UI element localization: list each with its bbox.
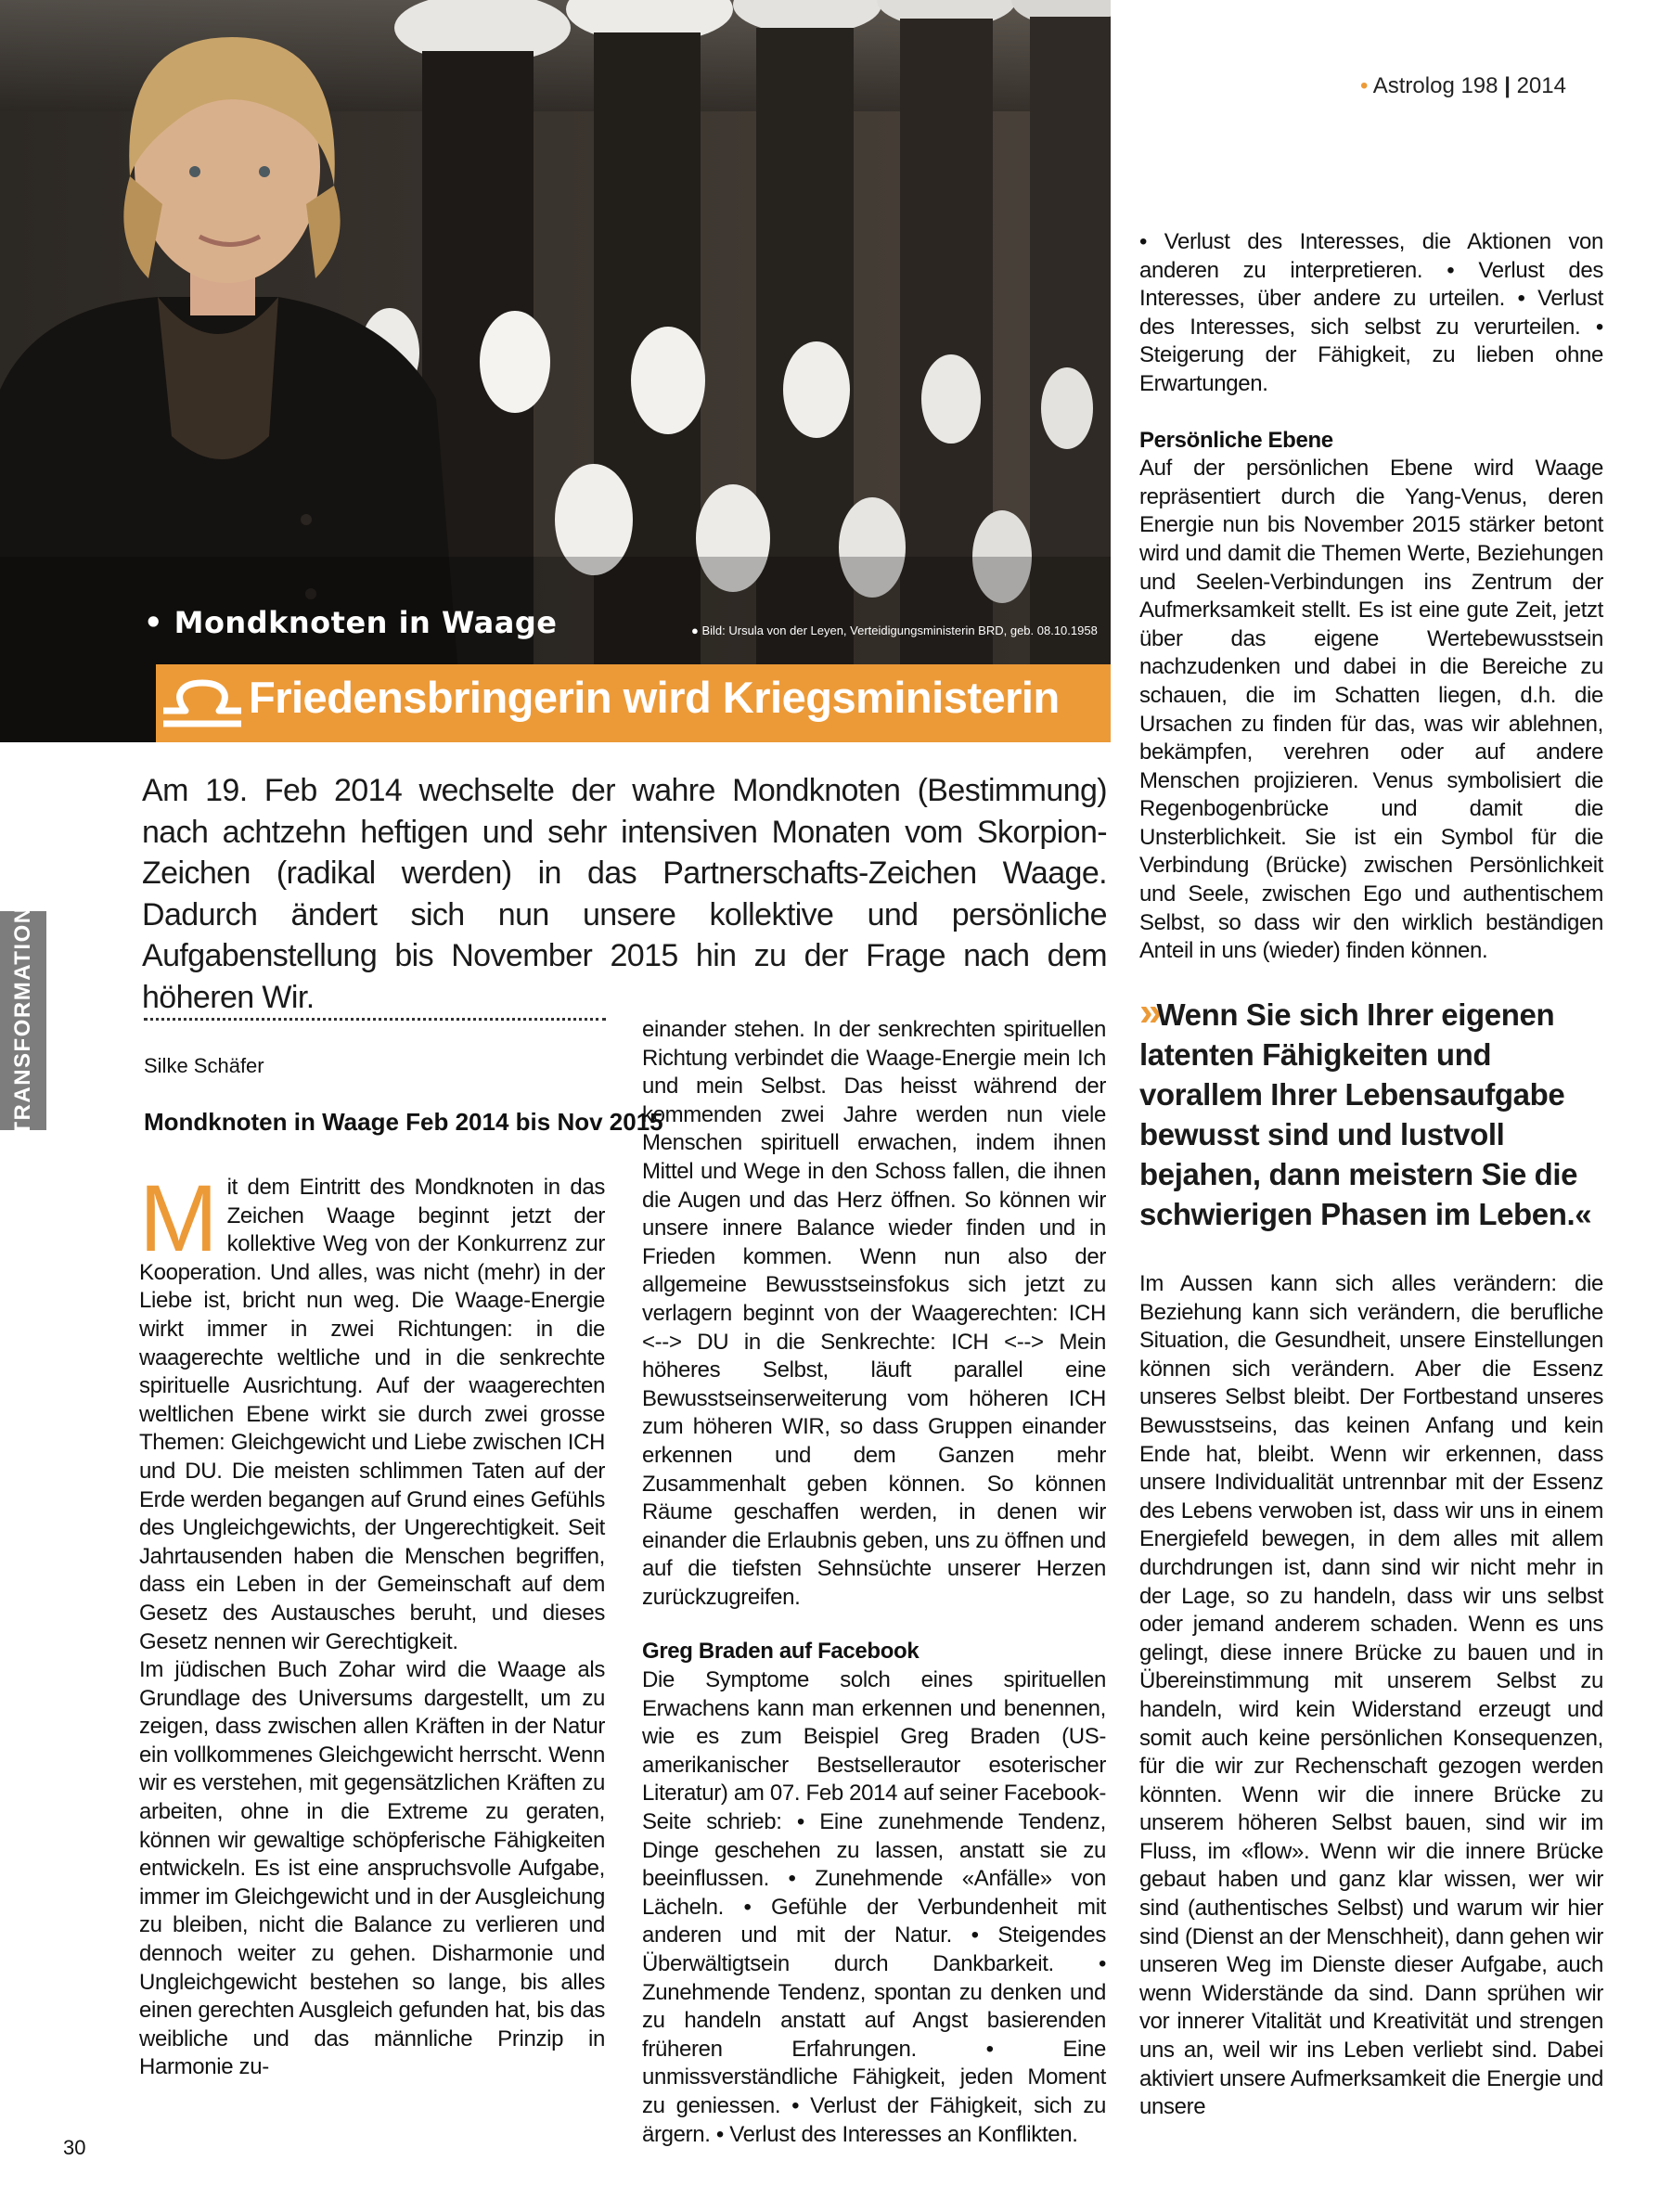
- headline: Friedensbringerin wird Kriegsministerin: [249, 673, 1060, 722]
- photo-label: • Mondknoten in Waage: [144, 605, 558, 640]
- section-heading: Greg Braden auf Facebook: [642, 1639, 920, 1665]
- pull-quote-text: Wenn Sie sich Ihrer eigenen latenten Fähigkeiten und vorallem Ihrer Lebensaufgabe bewusst sind und lustvoll bejahen, dann meistern Sie die schwierigen Phasen im Leben.«: [1139, 997, 1592, 1231]
- page-number: 30: [63, 2136, 86, 2159]
- photo-credit: ● Bild: Ursula von der Leyen, Verteidigungsministerin BRD, geb. 08.10.1958: [691, 624, 1098, 637]
- paragraph: Auf der persönlichen Ebene wird Waage repräsentiert durch die Yang-Venus, deren Energie nun bis November 2015 stärker betont wird und damit die Themen Werte, Beziehungen und Seelen-Verbindungen ins Zentrum der Aufmerksamkeit stellt. Es ist eine gute Zeit, jetzt über das eigene Wertebewusstsein nachzudenken und dabei in die Bereiche zu schauen, die im Schatten liegen, d.h. die Ursachen zu finden für das, was wir ablehnen, bekämpfen, verehren oder auf andere Menschen projizieren. Venus symbolisiert die Regenbogenbrücke und damit die Unsterblichkeit. Sie ist ein Symbol für die Verbindung (Brücke) zwischen Persönlichkeit und Seele, zwischen Ego und authentischem Selbst, so dass wir den wirklich beständigen Anteil in uns (wieder) finden können.: [1139, 456, 1603, 964]
- magazine-year: 2014: [1516, 73, 1566, 98]
- paragraph: Im jüdischen Buch Zohar wird die Waage als Grundlage des Universums dargestellt, um zu zeigen, dass zwischen allen Kräften in der Natur ein vollkommenes Gleichgewicht herrscht. Wenn wir es verstehen, mit gegensätzlichen Kräften zu arbeiten, ohne in die Extreme zu geraten, können wir gewaltige schöpferische Fähigkeiten entwickeln. Es ist eine anspruchsvolle Aufgabe, immer im Gleichgewicht und in der Ausgleichung zu bleiben, nicht die Balance zu verlieren und dennoch weiter zu gehen. Disharmonie und Ungleichgewicht bestehen so lange, bis alles einen gerechten Ausgleich gefunden hat, bis das weibliche und das männliche Prinzip in Harmonie zu-: [139, 1657, 605, 2080]
- paragraph: einander stehen. In der senkrechten spirituellen Richtung verbindet die Waage-Energie mein Ich und mein Selbst. Das heisst während der kommenden zwei Jahre werden nun viele Menschen spirituell erwachen, indem ihnen Mittel und Wege in den Schoss fallen, die ihnen die Augen und das Herz öffnen. So können wir unsere innere Balance wieder finden und in Frieden kommen. Wenn nun also der allgemeine Bewusstseinsfokus sich jetzt zu verlagern beginnt von der Waagerechten: ICH <--> DU in die Senkrechte: ICH <--> Mein höheres Selbst, läuft parallel eine Bewusstseinserweiterung vom höheren ICH zum höheren WIR, so dass Gruppen einander erkennen und dem Ganzen mehr Zusammenhalt geben können. So können Räume geschaffen werden, in denen wir einander die Erlaubnis geben, uns zu öffnen und auf die tiefsten Sehnsüchte unserer Herzen zurückzugreifen.: [642, 1017, 1106, 1610]
- hero-photo: [0, 0, 1111, 742]
- libra-icon: [158, 677, 247, 731]
- paragraph: • Verlust des Interesses, die Aktionen von anderen zu interpretieren. • Verlust des Interesses, über andere zu urteilen. • Verlust des Interesses, sich selbst zu verurteilen. • Steigerung der Fähigkeit, zu lieben ohne Erwartungen.: [1139, 229, 1603, 396]
- article-column-1: [139, 1165, 605, 2082]
- section-heading: Persönliche Ebene: [1139, 427, 1333, 453]
- magazine-header: [1360, 73, 1566, 99]
- paragraph: Die Symptome solch eines spirituellen Erwachens kann man erkennen und benennen, wie es zum Beispiel Greg Braden (US-amerikanischer Bestsellerautor esoterischer Literatur) am 07. Feb 2014 auf seiner Facebook-Seite schrieb: • Eine zunehmende Tendenz, Dinge geschehen zu lassen, anstatt sie zu beeinflussen. • Zunehmende «Anfälle» von Lächeln. • Gefühle der Verbundenheit mit anderen und mit der Natur. • Steigendes Überwältigtsein durch Dankbarkeit. • Zunehmende Tendenz, spontan zu denken und zu handeln anstatt auf Angst basierenden früheren Erfahrungen. • Eine unmissverständliche Fähigkeit, jeden Moment zu geniessen. • Verlust der Fähigkeit, sich zu ärgern. • Verlust des Interesses an Konflikten.: [642, 1667, 1106, 2147]
- paragraph: Im Aussen kann sich alles verändern: die Beziehung kann sich verändern, die berufliche Situation, die Gesundheit, unsere Einstellungen können sich verändern. Aber die Essenz unseres Selbst bleibt. Der Fortbestand unseres Bewusstseins, das keinen Anfang und kein Ende hat, bleibt. Wenn wir erkennen, dass unsere Individualität untrennbar mit der Essenz des Lebens verwoben ist, dass wir uns in einem Energiefeld bewegen, in dem alles mit allem durchdrungen ist, dann sind wir nicht mehr in der Lage, so zu handeln, dass wir uns selbst oder jemand anderem schaden. Wenn es uns gelingt, diese innere Brücke zu bauen und in Übereinstimmung mit unserem Selbst zu handeln, wird kein Widerstand erzeugt und somit auch keine persönlichen Konsequenzen, für die wir zur Rechenschaft gezogen werden könnten. Wenn wir die innere Brücke zu unserem höheren Selbst bauen, sind wir im Fluss, im «flow». Wenn wir die innere Brücke gebaut haben und ganz klar wissen, wer wir sind (authentisches Selbst) und warum wir hier sind (Dienst an der Menschheit), dann gehen wir unseren Weg im Dienste dieser Aufgabe, auch wenn Widerstände da sind. Dann sprühen wir vor innerer Vitalität und Kreativität und strengen uns an, weil wir ins Leben verliebt sind. Dabei aktiviert unsere Aufmerksamkeit die Energie und unsere: [1139, 1271, 1603, 2120]
- drop-cap: M: [139, 1165, 218, 1271]
- magazine-name: Astrolog 198: [1372, 73, 1498, 98]
- bullet-icon: •: [1360, 73, 1369, 98]
- divider: [144, 1018, 606, 1021]
- section-tab: [0, 906, 46, 1136]
- quote-mark-icon: »: [1139, 989, 1157, 1035]
- article-column-3-continued: [1139, 1270, 1603, 2122]
- author: Silke Schäfer: [144, 1054, 264, 1077]
- paragraph-text: it dem Eintritt des Mondknoten in das Zeichen Waage beginnt jetzt der kollektive Weg von der Konkurrenz zur Kooperation. Und alles, was nicht (mehr) in der Liebe ist, bricht nun weg. Die Waage-Energie wirkt immer in zwei Richtungen: in die waagerechte weltliche und in die senkrechte spirituelle Ausrichtung. Auf der waagerechten weltlichen Ebene wirkt sie durch zwei grosse Themen: Gleichgewicht und Liebe zwischen ICH und DU. Die meisten schlimmen Taten auf der Erde werden begangen auf Grund eines Gefühls des Ungleichgewichts, der Ungerechtigkeit. Seit Jahrtausenden haben die Menschen begriffen, dass ein Leben in der Gemeinschaft auf dem Gesetz des Austausches beruht, und dieses Gesetz nennen wir Gerechtigkeit.: [139, 1175, 605, 1654]
- paragraph: [139, 1165, 605, 1656]
- article-column-3: [1139, 228, 1603, 966]
- pull-quote: [1139, 989, 1603, 1234]
- article-subhead: Mondknoten in Waage Feb 2014 bis Nov 2015: [144, 1108, 663, 1136]
- article-column-2: [642, 1016, 1106, 2149]
- lead-paragraph: Am 19. Feb 2014 wechselte der wahre Mondknoten (Bestimmung) nach achtzehn heftigen und sehr intensiven Monaten vom Skorpion-Zeichen (radikal werden) in das Partnerschafts-Zeichen Waage. Dadurch ändert sich nun unsere kollektive und persönliche Aufgabenstellung bis November 2015 hin zu der Frage nach dem höheren Wir.: [142, 773, 1107, 1015]
- section-tab-label: TRANSFORMATION: [10, 906, 35, 1136]
- header-separator: |: [1504, 73, 1511, 98]
